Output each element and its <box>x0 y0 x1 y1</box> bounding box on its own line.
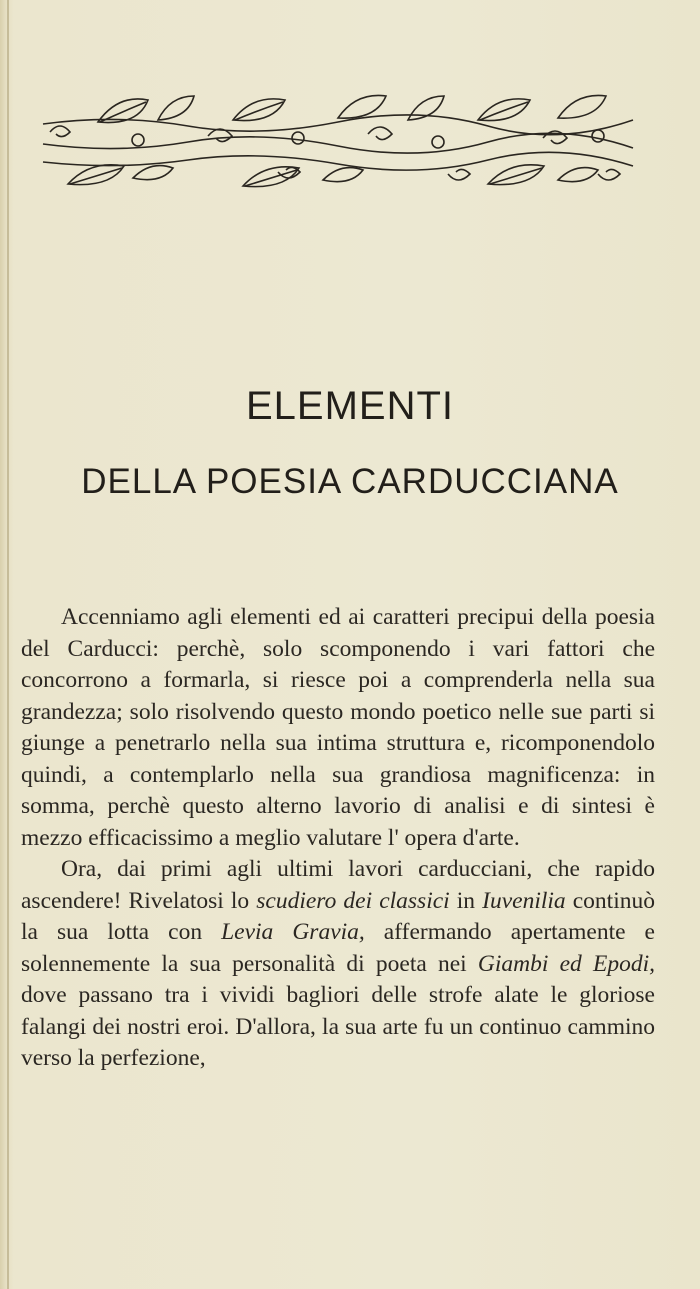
body-text <box>21 602 655 1075</box>
paragraph: Accenniamo agli elementi ed ai caratteri precipui della poesia del Carducci: perchè, solo scomponendo i vari fattori che concorrono a formarla, si riesce poi a comprenderla nella sua grandezza; solo risolvendo questo mondo poetico nelle sue parti si giunge a penetrarlo nella sua intima struttura e, ricomponendolo quindi, a contemplarlo nella sua grandiosa magnificenza: in somma, perchè questo alterno lavorio di analisi e di sintesi è mezzo efficacissimo a meglio valutare l' opera d'arte. <box>21 604 655 851</box>
italic-phrase: scudiero dei classici <box>256 887 450 914</box>
chapter-title: ELEMENTI <box>245 384 455 428</box>
text-run: continuò la sua lotta con <box>21 887 655 945</box>
text-run: Ora, dai primi agli ultimi lavori carducciani, che rapido ascendere! Rivelatosi lo <box>21 856 655 914</box>
text-run: in <box>449 887 483 914</box>
text-run: affermando apertamente e solennemente la sua personalità di poeta nei <box>21 919 655 977</box>
floral-vine-ornament-icon <box>38 92 638 196</box>
page-gutter <box>7 0 9 1289</box>
italic-title: Levia Gravia, <box>221 919 365 945</box>
paragraph <box>21 854 655 1075</box>
chapter-subtitle: DELLA POESIA CARDUCCIANA <box>81 462 619 501</box>
italic-title: Giambi ed Epodi, <box>477 950 655 977</box>
text-run: dove passano tra i vividi bagliori delle strofe alate le gloriose falangi dei nostri eroi. D'allora, la sua arte fu un continuo cammino verso la perfezione, <box>21 982 655 1071</box>
italic-title: Iuvenilia <box>482 887 566 914</box>
